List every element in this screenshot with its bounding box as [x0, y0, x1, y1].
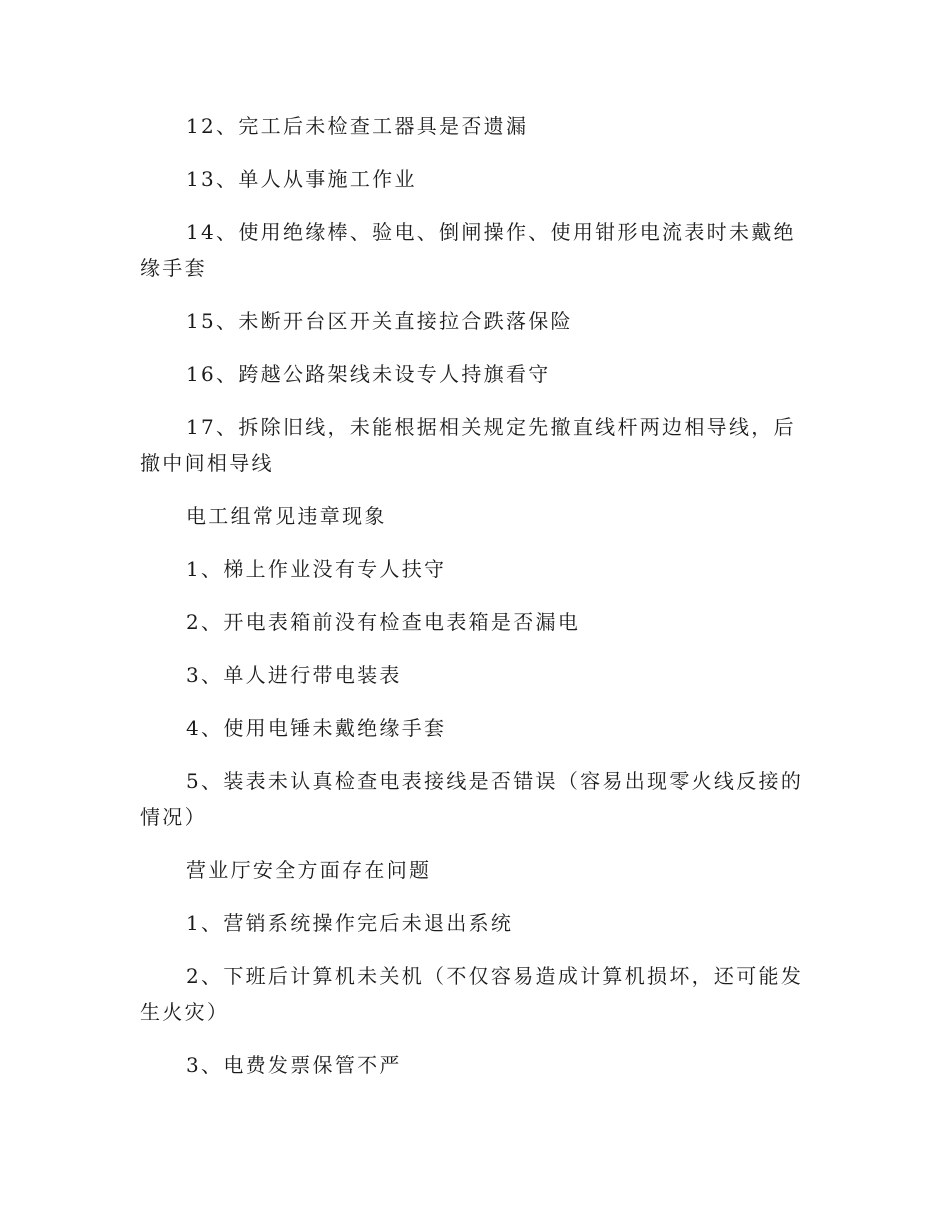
section-heading: 电工组常见违章现象 — [186, 504, 387, 528]
list-item: 2、下班后计算机未关机（不仅容易造成计算机损坏，还可能发生火灾） — [140, 964, 804, 1024]
list-item: 12、完工后未检查工器具是否遗漏 — [186, 114, 529, 138]
list-item: 5、装表未认真检查电表接线是否错误（容易出现零火线反接的情况） — [140, 769, 804, 829]
list-item: 17、拆除旧线，未能根据相关规定先撤直线杆两边相导线，后撤中间相导线 — [140, 415, 796, 475]
list-item: 2、开电表箱前没有检查电表箱是否漏电 — [186, 610, 581, 634]
list-item: 15、未断开台区开关直接拉合跌落保险 — [186, 309, 573, 333]
list-item: 16、跨越公路架线未设专人持旗看守 — [186, 362, 551, 386]
document-body — [140, 108, 810, 1100]
list-item: 3、电费发票保管不严 — [186, 1053, 402, 1077]
list-item: 3、单人进行带电装表 — [186, 663, 402, 687]
list-item: 13、单人从事施工作业 — [186, 167, 417, 191]
section-heading: 营业厅安全方面存在问题 — [186, 858, 432, 882]
list-item: 1、营销系统操作完后未退出系统 — [186, 911, 514, 935]
list-item: 1、梯上作业没有专人扶守 — [186, 557, 447, 581]
list-item: 14、使用绝缘棒、验电、倒闸操作、使用钳形电流表时未戴绝缘手套 — [140, 220, 796, 280]
list-item: 4、使用电锤未戴绝缘手套 — [186, 716, 447, 740]
